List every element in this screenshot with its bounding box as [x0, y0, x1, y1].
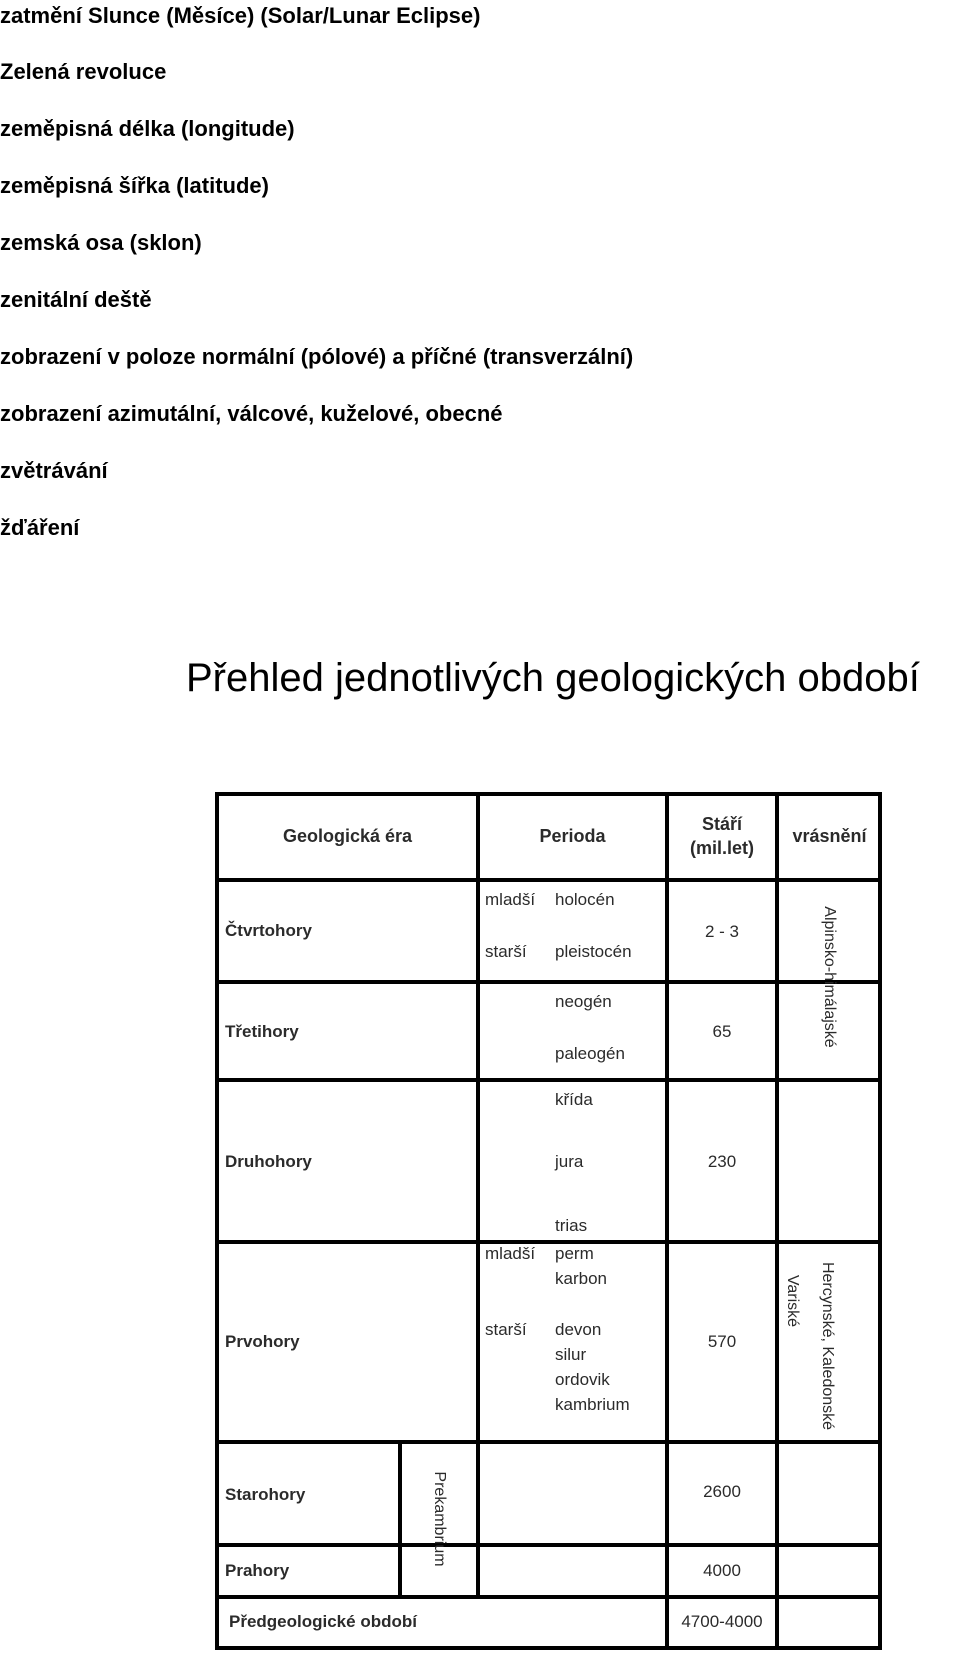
header-era: Geologická éra [282, 826, 413, 846]
period-holocen: holocén [555, 890, 615, 909]
period-paleogen: paleogén [555, 1044, 625, 1063]
period-krida: křída [555, 1090, 593, 1109]
period-devon: devon [555, 1320, 602, 1339]
orogeny-variscan-label: Variské [784, 1274, 801, 1328]
period-ordovik: ordovik [555, 1370, 610, 1389]
glossary-term: zeměpisná délka (longitude) [0, 116, 295, 141]
orogeny-alpine-label: Alpinsko-himálajské [821, 906, 838, 1048]
era-prahory: Prahory [225, 1561, 290, 1580]
age-starohory: 2600 [703, 1482, 741, 1501]
age-predgeologicke: 4700-4000 [681, 1612, 763, 1631]
orogeny-hercynian-label: Hercynské, Kaledonské [819, 1261, 836, 1431]
sub-starsi: starší [485, 1320, 527, 1339]
section-heading: Přehled jednotlivých geologických období [186, 656, 920, 700]
period-karbon: karbon [555, 1269, 607, 1288]
era-predgeologicke: Předgeologické období [229, 1612, 417, 1631]
glossary-term: žďáření [0, 515, 80, 540]
period-trias: trias [555, 1216, 588, 1235]
age-prahory: 4000 [703, 1561, 741, 1580]
era-prvohory: Prvohory [225, 1332, 300, 1351]
header-age-line2: (mil.let) [689, 838, 754, 858]
header-period: Perioda [539, 826, 606, 846]
age-druhohory: 230 [707, 1152, 737, 1171]
glossary-term: zvětrávání [0, 458, 108, 483]
glossary-term: zobrazení azimutální, válcové, kuželové, obecné [0, 401, 503, 426]
sub-starsi: starší [485, 942, 527, 961]
geological-eras-table [215, 792, 882, 1650]
era-ctvrtohory: Čtvrtohory [225, 921, 312, 940]
glossary-term: Zelená revoluce [0, 59, 167, 84]
prekambrium-label: Prekambrium [431, 1471, 448, 1567]
glossary-term: zatmění Slunce (Měsíce) (Solar/Lunar Eclipse) [0, 3, 481, 28]
header-orogeny: vrásnění [792, 826, 867, 846]
period-jura: jura [555, 1152, 584, 1171]
glossary-term: zobrazení v poloze normální (pólové) a příčné (transverzální) [0, 344, 634, 369]
sub-mladsi: mladší [485, 890, 536, 909]
era-tretihory: Třetihory [225, 1022, 299, 1041]
sub-mladsi: mladší [485, 1244, 536, 1263]
era-druhohory: Druhohory [225, 1152, 312, 1171]
period-pleistocen: pleistocén [555, 942, 632, 961]
period-silur: silur [555, 1345, 587, 1364]
glossary-term: zemská osa (sklon) [0, 230, 202, 255]
glossary-term: zenitální deště [0, 287, 152, 312]
age-prvohory: 570 [707, 1332, 737, 1351]
age-tretihory: 65 [712, 1022, 732, 1041]
age-ctvrtohory: 2 - 3 [704, 922, 740, 941]
header-age-line1: Stáří [701, 814, 743, 834]
period-kambrium: kambrium [555, 1395, 630, 1414]
glossary-term: zeměpisná šířka (latitude) [0, 173, 269, 198]
table-grid-lines [215, 792, 882, 1650]
period-perm: perm [555, 1244, 594, 1263]
period-neogen: neogén [555, 992, 612, 1011]
era-starohory: Starohory [225, 1485, 306, 1504]
